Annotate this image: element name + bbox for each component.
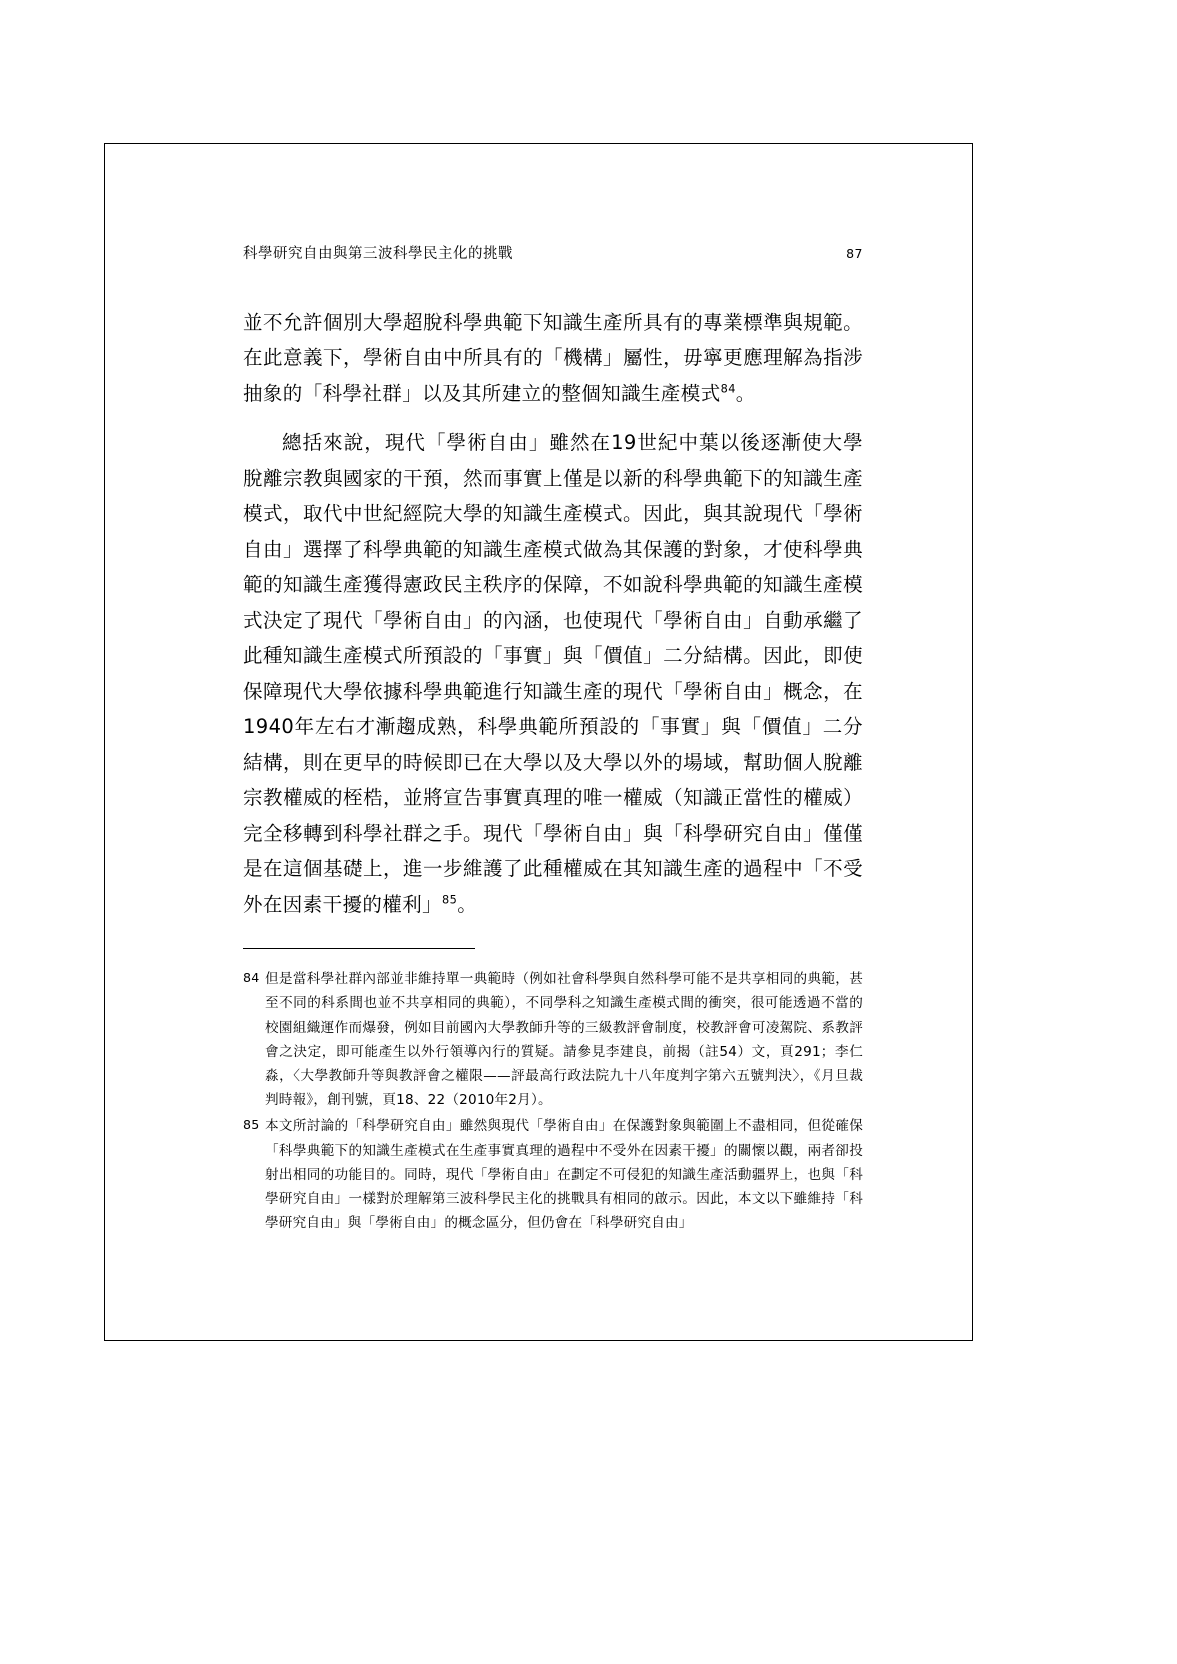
footnote-ref-84[interactable]: 84	[720, 382, 736, 396]
paragraph-1-text: 並不允許個別大學超脫科學典範下知識生產所具有的專業標準與規範。在此意義下，學術自由中所具有的「機構」屬性，毋寧更應理解為指涉抽象的「科學社群」以及其所建立的整個知識生產模式	[243, 311, 863, 405]
footnote-item	[243, 967, 863, 1112]
footnote-number: 84	[243, 970, 260, 986]
footnote-item	[243, 1114, 863, 1235]
footnote-separator	[243, 948, 475, 949]
footnote-number: 85	[243, 1117, 260, 1133]
footnote-ref-85[interactable]: 85	[442, 893, 458, 907]
running-header	[243, 242, 863, 263]
footnote-text: 但是當科學社群內部並非維持單一典範時（例如社會科學與自然科學可能不是共享相同的典範，甚至不同的科系間也並不共享相同的典範），不同學科之知識生產模式間的衝突，很可能透過不當的校園組織運作而爆發，例如目前國內大學教師升等的三級教評會制度，校教評會可凌駕院、系教評會之決定，即可能產生以外行領導內行的質疑。請參見李建良，前揭（註54）文，頁291；李仁淼，〈大學教師升等與教評會之權限——評最高行政法院九十八年度判字第六五號判決〉，《月旦裁判時報》，創刊號，頁18、22（2010年2月）。	[265, 971, 863, 1109]
paragraph-1-tail: 。	[735, 381, 756, 405]
paragraph-2	[243, 425, 863, 922]
paragraph-1	[243, 305, 863, 411]
page-number: 87	[846, 246, 863, 261]
footnote-text: 本文所討論的「科學研究自由」雖然與現代「學術自由」在保護對象與範圍上不盡相同，但從確保「科學典範下的知識生產模式在生產事實真理的過程中不受外在因素干擾」的關懷以觀，兩者卻投射出相同的功能目的。同時，現代「學術自由」在劃定不可侵犯的知識生產活動疆界上，也與「科學研究自由」一樣對於理解第三波科學民主化的挑戰具有相同的啟示。因此，本文以下雖維持「科學研究自由」與「學術自由」的概念區分，但仍會在「科學研究自由」	[265, 1118, 863, 1232]
paragraph-2-tail: 。	[457, 892, 478, 916]
running-title: 科學研究自由與第三波科學民主化的挑戰	[243, 246, 513, 262]
page-content	[243, 242, 863, 1237]
paragraph-2-text: 總括來說，現代「學術自由」雖然在19世紀中葉以後逐漸使大學脫離宗教與國家的干預，然而事實上僅是以新的科學典範下的知識生產模式，取代中世紀經院大學的知識生產模式。因此，與其說現代「學術自由」選擇了科學典範的知識生產模式做為其保護的對象，才使科學典範的知識生產獲得憲政民主秩序的保障，不如說科學典範的知識生產模式決定了現代「學術自由」的內涵，也使現代「學術自由」自動承繼了此種知識生產模式所預設的「事實」與「價值」二分結構。因此，即使保障現代大學依據科學典範進行知識生產的現代「學術自由」概念，在1940年左右才漸趨成熟，科學典範所預設的「事實」與「價值」二分結構，則在更早的時候即已在大學以及大學以外的場域，幫助個人脫離宗教權威的桎梏，並將宣告事實真理的唯一權威（知識正當性的權威）完全移轉到科學社群之手。現代「學術自由」與「科學研究自由」僅僅是在這個基礎上，進一步維護了此種權威在其知識生產的過程中「不受外在因素干擾的權利」	[243, 431, 863, 916]
document-page	[104, 143, 973, 1341]
footnote-list	[243, 967, 863, 1235]
